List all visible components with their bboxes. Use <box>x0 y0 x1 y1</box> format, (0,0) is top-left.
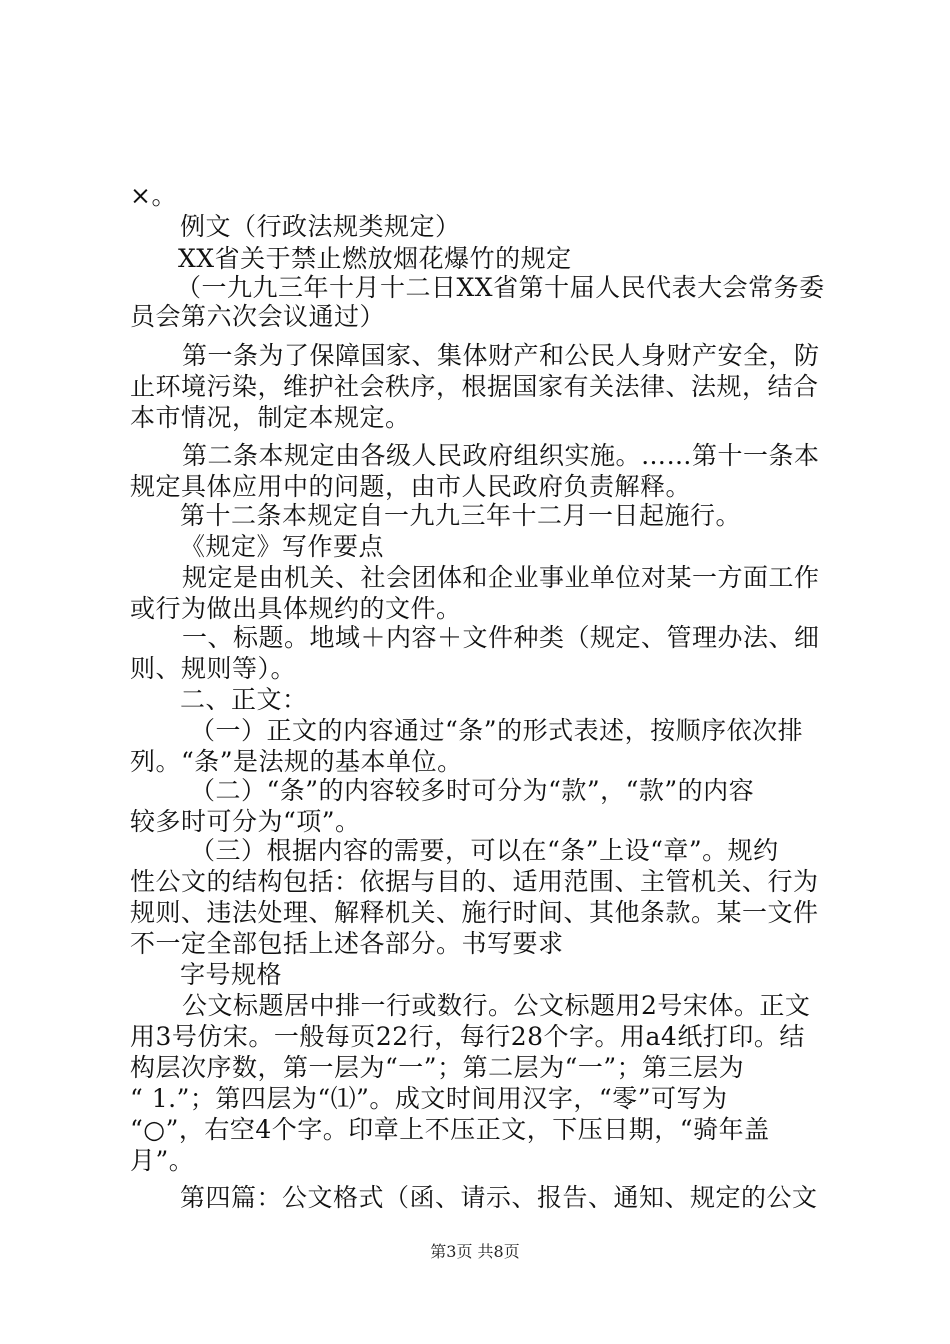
page-footer: 第3页 共8页 <box>430 1242 520 1261</box>
text-line: 规定具体应用中的问题，由市人民政府负责解释。 <box>130 472 692 501</box>
text-line: “ 1.”；第四层为“⑴”。成文时间用汉字，“零”可写为 <box>130 1084 728 1113</box>
text-line: “○”，右空4个字。印章上不压正文，下压日期，“骑年盖 <box>130 1115 770 1144</box>
text-line: 第十二条本规定自一九九三年十二月一日起施行。 <box>180 501 742 530</box>
text-line: 不一定全部包括上述各部分。书写要求 <box>130 929 564 958</box>
text-line: 第四篇：公文格式（函、请示、报告、通知、规定的公文 <box>180 1183 818 1212</box>
text-line: 一、标题。地域＋内容＋文件种类（规定、管理办法、细 <box>182 623 820 652</box>
text-line: 或行为做出具体规约的文件。 <box>130 594 462 623</box>
text-line: 用3号仿宋。一般每页22行，每行28个字。用a4纸打印。结 <box>130 1022 805 1051</box>
text-line: （一九九三年十月十二日XX省第十届人民代表大会常务委 <box>176 273 825 302</box>
text-line: XX省关于禁止燃放烟花爆竹的规定 <box>178 244 572 273</box>
text-line: 员会第六次会议通过） <box>130 302 386 331</box>
text-line: 本市情况，制定本规定。 <box>130 403 411 432</box>
text-line: （一）正文的内容通过“条”的形式表述，按顺序依次排 <box>190 716 804 745</box>
text-line: 二、正文： <box>180 685 308 714</box>
text-line: （三）根据内容的需要，可以在“条”上设“章”。规约 <box>190 836 779 865</box>
text-line: 构层次序数，第一层为“一”；第二层为“一”；第三层为 <box>130 1053 745 1082</box>
text-line: 《规定》写作要点 <box>180 532 385 561</box>
text-line: 例文（行政法规类规定） <box>180 212 461 241</box>
text-line: 月”。 <box>130 1146 195 1175</box>
text-line: ×。 <box>130 181 177 210</box>
text-line: 止环境污染，维护社会秩序，根据国家有关法律、法规，结合 <box>130 372 819 401</box>
text-line: （二）“条”的内容较多时可分为“款”，“款”的内容 <box>190 776 755 805</box>
text-line: 第一条为了保障国家、集体财产和公民人身财产安全，防 <box>182 341 820 370</box>
text-line: 字号规格 <box>180 960 283 989</box>
text-line: 较多时可分为“项”。 <box>130 807 361 836</box>
text-line: 公文标题居中排一行或数行。公文标题用2号宋体。正文 <box>182 991 811 1020</box>
text-line: 性公文的结构包括：依据与目的、适用范围、主管机关、行为 <box>130 867 819 896</box>
text-line: 规定是由机关、社会团体和企业事业单位对某一方面工作 <box>182 563 820 592</box>
text-line: 则、规则等）。 <box>130 654 297 683</box>
text-line: 规则、违法处理、解释机关、施行时间、其他条款。某一文件 <box>130 898 819 927</box>
text-line: 列。“条”是法规的基本单位。 <box>130 747 463 776</box>
text-line: 第二条本规定由各级人民政府组织实施。……第十一条本 <box>182 441 820 470</box>
